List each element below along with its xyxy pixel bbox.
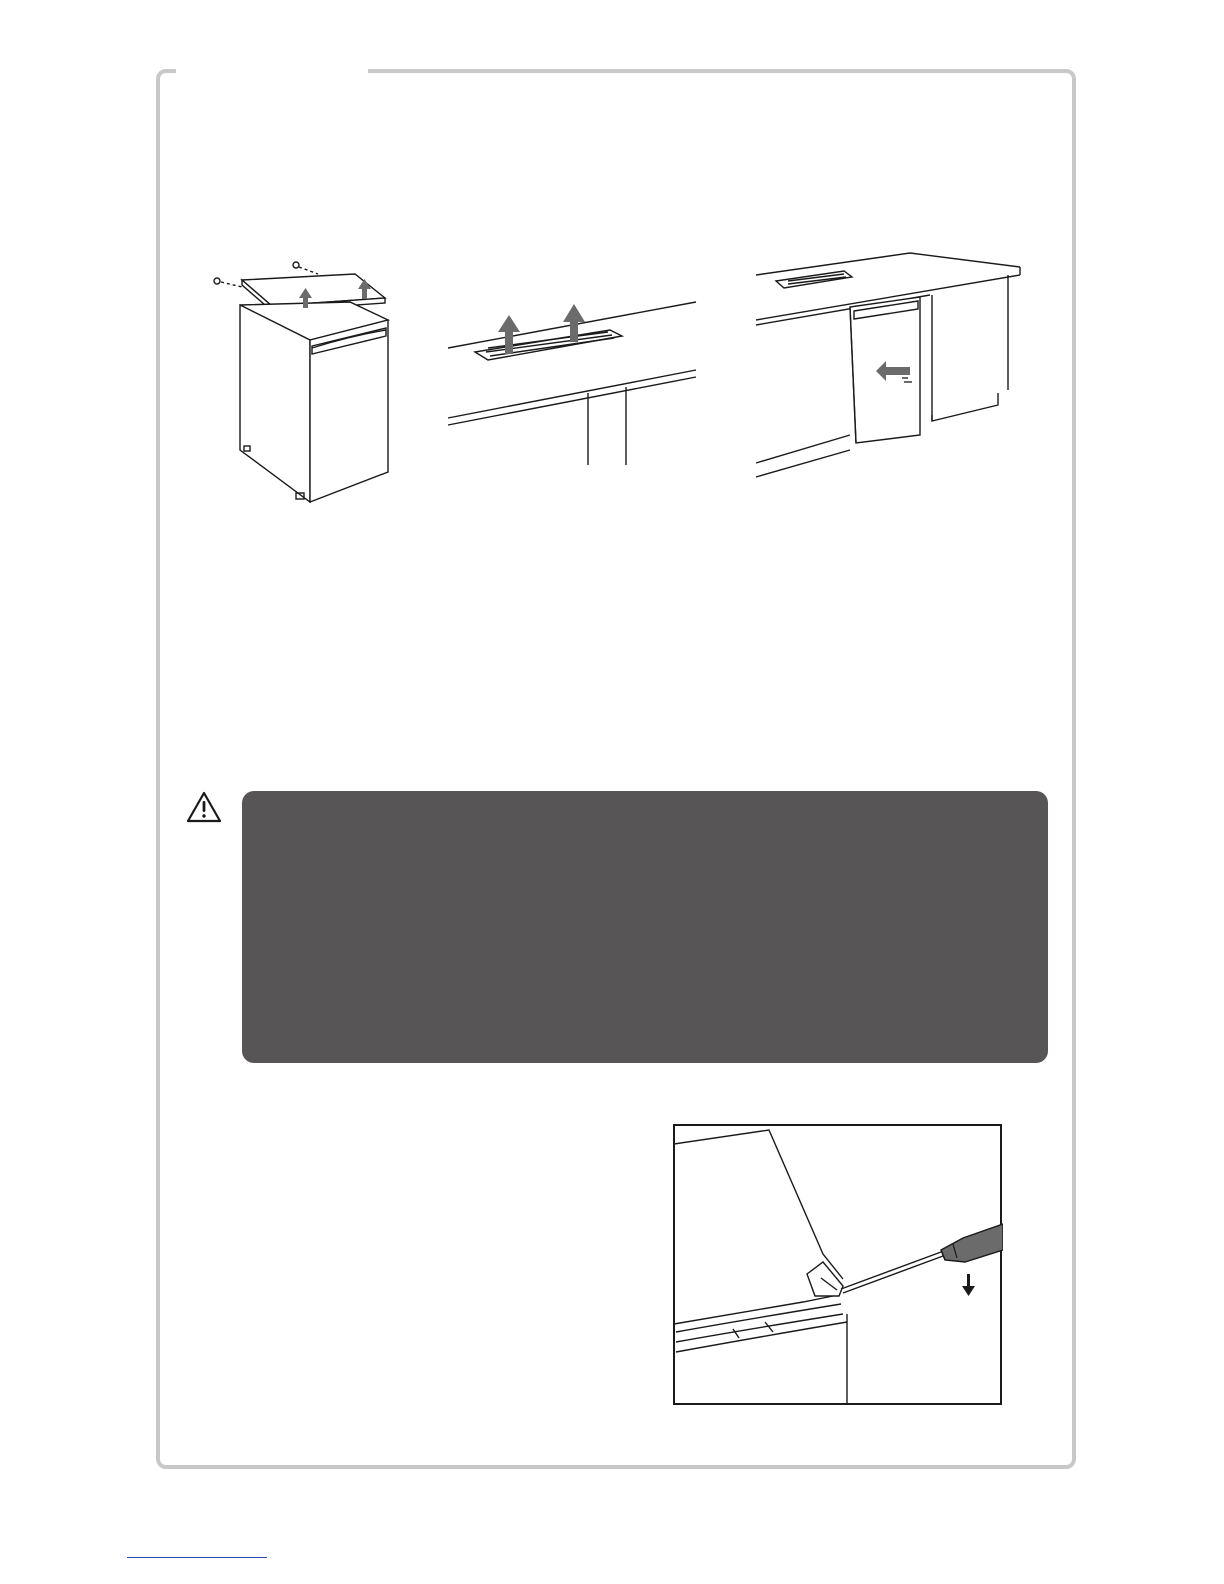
warning-triangle-icon	[186, 790, 222, 824]
frame-header-gap	[176, 64, 368, 76]
push-into-cabinet-icon	[756, 253, 1020, 477]
countertop-vent-grille-installation-illustration	[440, 290, 705, 470]
warning-panel	[242, 791, 1048, 1063]
footer-link-underline	[127, 1557, 267, 1558]
screwdriver-hinge-cover-icon	[674, 1125, 1003, 1404]
cabinet-top-cover-removal-illustration	[200, 250, 410, 510]
built-in-under-counter-installation-illustration	[750, 245, 1030, 485]
door-hinge-cover-removal-illustration	[673, 1124, 1003, 1406]
